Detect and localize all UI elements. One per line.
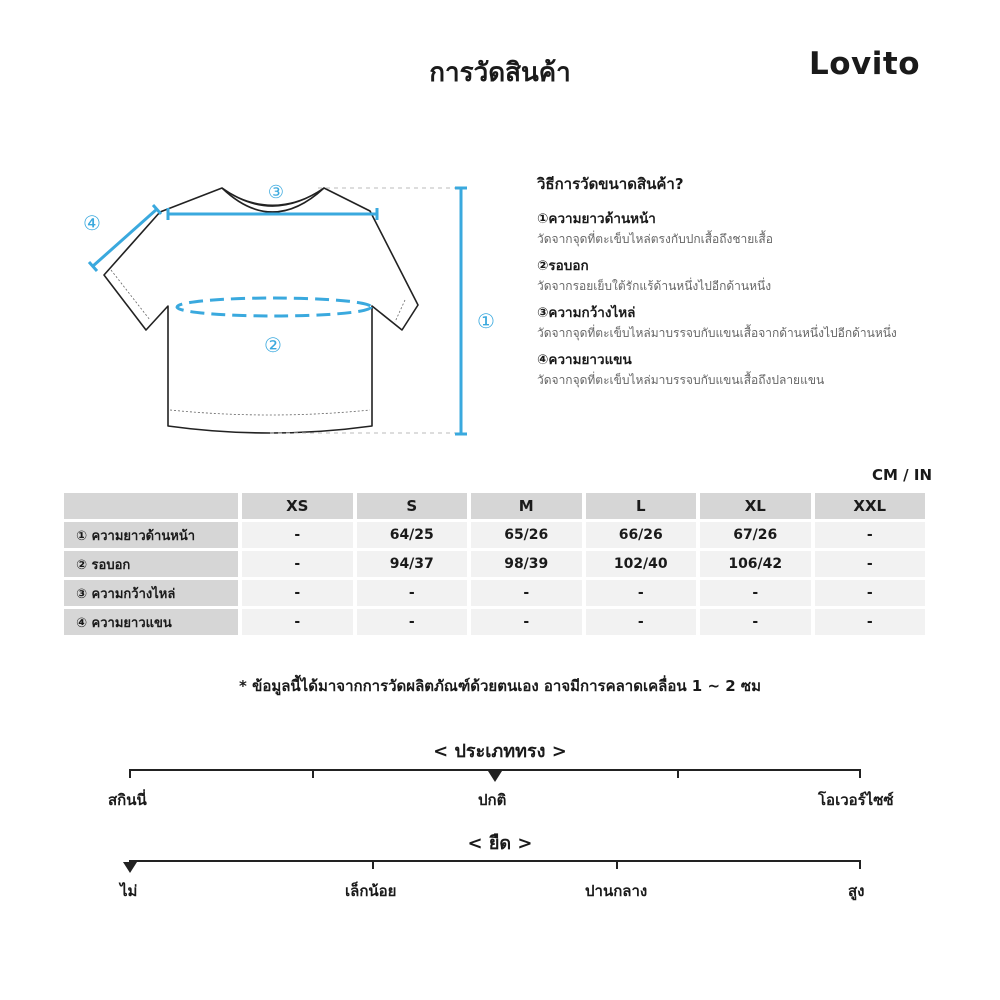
stretch-label-none: ไม่ bbox=[120, 882, 138, 900]
table-cell: 64/25 bbox=[357, 522, 468, 548]
table-cell: - bbox=[471, 609, 582, 635]
row-label: ② รอบอก bbox=[64, 551, 238, 577]
table-cell: - bbox=[242, 609, 353, 635]
row-label: ④ ความยาวแขน bbox=[64, 609, 238, 635]
table-cell: 66/26 bbox=[586, 522, 697, 548]
guide-item-front-length bbox=[537, 210, 927, 251]
marker-3-label: ③ bbox=[267, 182, 285, 203]
guide-item-label: ④ความยาวแขน bbox=[537, 352, 632, 368]
fit-scale-tick bbox=[312, 769, 314, 778]
marker-1-label: ① bbox=[477, 309, 495, 333]
fit-label-skinny: สกินนี่ bbox=[108, 791, 147, 809]
table-cell: 106/42 bbox=[700, 551, 811, 577]
fit-scale-title: < ประเภททรง > bbox=[433, 741, 567, 762]
stretch-label-medium: ปานกลาง bbox=[585, 882, 648, 900]
size-header: XL bbox=[700, 493, 811, 519]
fit-scale-tick bbox=[859, 769, 861, 778]
size-header: L bbox=[586, 493, 697, 519]
table-row bbox=[64, 580, 925, 606]
fit-label-oversize: โอเวอร์ไซซ์ bbox=[818, 791, 894, 809]
guide-title: วิธีการวัดขนาดสินค้า? bbox=[537, 175, 684, 193]
guide-item-sleeve bbox=[537, 351, 927, 392]
fit-label-regular: ปกติ bbox=[478, 791, 507, 809]
guide-item-shoulder bbox=[537, 304, 927, 345]
guide-item-desc: วัดจากจุดที่ตะเข็บไหล่มาบรรจบกับแขนเสื้อจากด้านหนึ่งไปอีกด้านหนึ่ง bbox=[537, 326, 897, 340]
measurement-note: * ข้อมูลนี้ได้มาจากการวัดผลิตภัณฑ์ด้วยตนเอง อาจมีการคลาดเคลื่อน 1 ~ 2 ซม bbox=[239, 677, 761, 695]
size-header: S bbox=[357, 493, 468, 519]
stretch-label-high: สูง bbox=[848, 882, 865, 900]
table-cell: - bbox=[815, 609, 926, 635]
stretch-scale-tick bbox=[616, 860, 618, 869]
stretch-label-slight: เล็กน้อย bbox=[345, 882, 397, 900]
size-table bbox=[60, 490, 929, 638]
marker-2-label: ② bbox=[264, 333, 282, 357]
unit-label: CM / IN bbox=[872, 466, 932, 484]
stretch-scale-marker bbox=[123, 862, 137, 873]
table-cell: - bbox=[815, 580, 926, 606]
guide-item-label: ①ความยาวด้านหน้า bbox=[537, 211, 656, 227]
guide-item-desc: วัดจากรอยเย็บใต้รักแร้ด้านหนึ่งไปอีกด้านหนึ่ง bbox=[537, 279, 772, 293]
table-cell: 102/40 bbox=[586, 551, 697, 577]
page-title: การวัดสินค้า bbox=[429, 58, 571, 88]
guide-item-label: ③ความกว้างไหล่ bbox=[537, 305, 636, 321]
row-label: ① ความยาวด้านหน้า bbox=[64, 522, 238, 548]
size-header: M bbox=[471, 493, 582, 519]
fit-scale-marker bbox=[488, 771, 502, 782]
table-row bbox=[64, 522, 925, 548]
stretch-scale-line bbox=[130, 860, 861, 862]
table-cell: - bbox=[242, 580, 353, 606]
table-cell: - bbox=[471, 580, 582, 606]
guide-item-label: ②รอบอก bbox=[537, 258, 589, 274]
brand-logo: Lovito bbox=[808, 46, 920, 82]
table-cell: - bbox=[242, 522, 353, 548]
guide-item-chest bbox=[537, 257, 927, 298]
size-header: XS bbox=[242, 493, 353, 519]
stretch-scale-tick bbox=[859, 860, 861, 869]
tshirt-measurement-diagram bbox=[70, 170, 510, 450]
guide-item-desc: วัดจากจุดที่ตะเข็บไหล่ตรงกับปกเสื้อถึงชายเสื้อ bbox=[537, 232, 773, 246]
fit-scale-tick bbox=[677, 769, 679, 778]
fit-scale-tick bbox=[129, 769, 131, 778]
stretch-scale-tick bbox=[372, 860, 374, 869]
table-row bbox=[64, 609, 925, 635]
table-cell: 65/26 bbox=[471, 522, 582, 548]
table-row bbox=[64, 551, 925, 577]
table-cell: 94/37 bbox=[357, 551, 468, 577]
table-cell: - bbox=[815, 522, 926, 548]
marker-4-label: ④ bbox=[83, 211, 101, 235]
table-cell: - bbox=[586, 609, 697, 635]
stretch-scale-title: < ยืด > bbox=[467, 833, 533, 854]
table-cell: 67/26 bbox=[700, 522, 811, 548]
row-label: ③ ความกว้างไหล่ bbox=[64, 580, 238, 606]
table-cell: - bbox=[700, 580, 811, 606]
table-cell: - bbox=[357, 580, 468, 606]
measurement-guide bbox=[537, 172, 927, 398]
table-corner-cell bbox=[64, 493, 238, 519]
table-header-row bbox=[64, 493, 925, 519]
table-cell: - bbox=[815, 551, 926, 577]
guide-item-desc: วัดจากจุดที่ตะเข็บไหล่มาบรรจบกับแขนเสื้อถึงปลายแขน bbox=[537, 373, 825, 387]
table-cell: - bbox=[586, 580, 697, 606]
table-cell: - bbox=[700, 609, 811, 635]
size-header: XXL bbox=[815, 493, 926, 519]
table-cell: 98/39 bbox=[471, 551, 582, 577]
tshirt-outline bbox=[104, 188, 418, 433]
table-cell: - bbox=[242, 551, 353, 577]
front-length-line bbox=[455, 188, 467, 434]
table-cell: - bbox=[357, 609, 468, 635]
